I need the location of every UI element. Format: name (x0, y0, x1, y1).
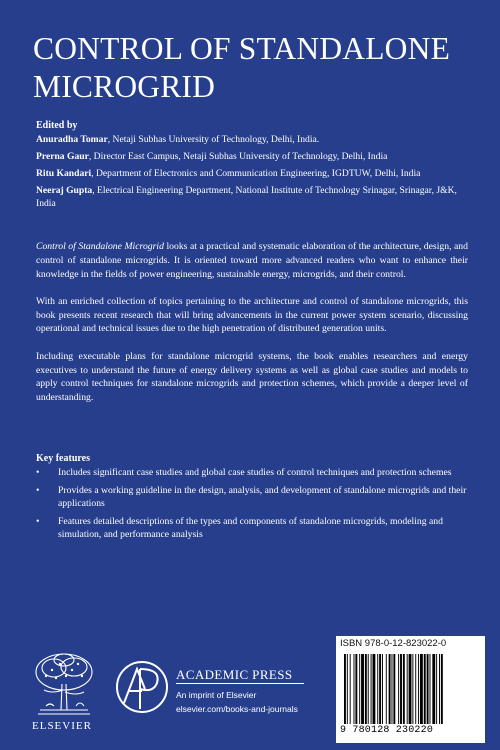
key-features-heading: Key features (36, 453, 90, 464)
bullet-icon: • (36, 484, 40, 496)
editor-entry (36, 168, 476, 181)
description-text: looks at a practical and systematic elaboration of the architecture, design, and control of standalone microgrids. It is oriented toward more advanced readers who want to enhance their knowledge in the fields of power engineering, sustainable energy, microgrids, and their control. (36, 241, 468, 280)
bullet-icon: • (36, 515, 40, 527)
book-title: CONTROL OF STANDALONE MICROGRID (33, 31, 451, 104)
publisher-website: elsevier.com/books-and-journals (176, 704, 298, 714)
description-paragraph: With an enriched collection of topics pertaining to the architecture and control of standalone microgrids, this book presents recent research that will bring advancements in the current power system scenario, discussing operational and technical issues due to the high penetration of distributed generation units. (36, 295, 468, 335)
description-paragraph (36, 240, 468, 281)
key-feature-item (36, 484, 468, 511)
editor-entry (36, 151, 476, 164)
key-feature-text: Includes significant case studies and global case studies of control techniques and protection schemes (58, 467, 452, 478)
imprint-divider (176, 683, 304, 684)
editor-name: Prerna Gaur (36, 151, 89, 163)
key-feature-text: Provides a working guideline in the design, analysis, and development of standalone microgrids and their applications (58, 484, 467, 510)
isbn-text: ISBN 978-0-12-823022-0 (340, 638, 447, 649)
editor-entry (36, 134, 476, 147)
editor-name: Anuradha Tomar (36, 134, 108, 145)
editor-entry (36, 185, 476, 210)
edited-by-label: Edited by (36, 120, 78, 131)
imprint-line: An imprint of Elsevier (176, 690, 257, 700)
key-feature-item (36, 466, 468, 480)
barcode-icon (340, 654, 481, 724)
key-feature-text: Features detailed descriptions of the types and components of standalone microgrids, modeling and simulation, and performance analysis (58, 515, 443, 541)
editor-name: Neeraj Gupta (36, 185, 93, 197)
editor-affiliation: , Department of Electronics and Communication Engineering, IGDTUW, Delhi, India (91, 168, 421, 180)
academic-press-ap-icon (115, 657, 169, 717)
key-feature-item (36, 515, 468, 542)
imprint-name: ACADEMIC PRESS (176, 667, 293, 682)
description-book-title: Control of Standalone Microgrid (36, 241, 164, 252)
editor-affiliation: , Electrical Engineering Department, National Institute of Technology Srinagar, Srinagar, J&K, India (36, 185, 457, 209)
editor-name: Ritu Kandari (36, 168, 92, 180)
elsevier-wordmark: ELSEVIER (32, 720, 92, 732)
description-paragraph: Including executable plans for standalone microgrid systems, the book enables researchers and energy executives to understand the future of energy delivery systems as well as global case studies and models to apply control techniques for standalone microgrids and protection schemes, which provide a deeper level of understanding. (36, 350, 468, 404)
editor-affiliation: , Netaji Subhas University of Technology, Delhi, India. (107, 134, 320, 145)
barcode-digits: 9 780128 230220 (340, 725, 434, 736)
bullet-icon: • (36, 467, 40, 478)
key-features-list (36, 466, 468, 546)
elsevier-tree-icon (32, 650, 96, 718)
editors-list (36, 134, 476, 215)
barcode-box (336, 636, 485, 743)
editor-affiliation: , Director East Campus, Netaji Subhas University of Technology, Delhi, India (88, 151, 388, 163)
book-description (36, 240, 468, 418)
